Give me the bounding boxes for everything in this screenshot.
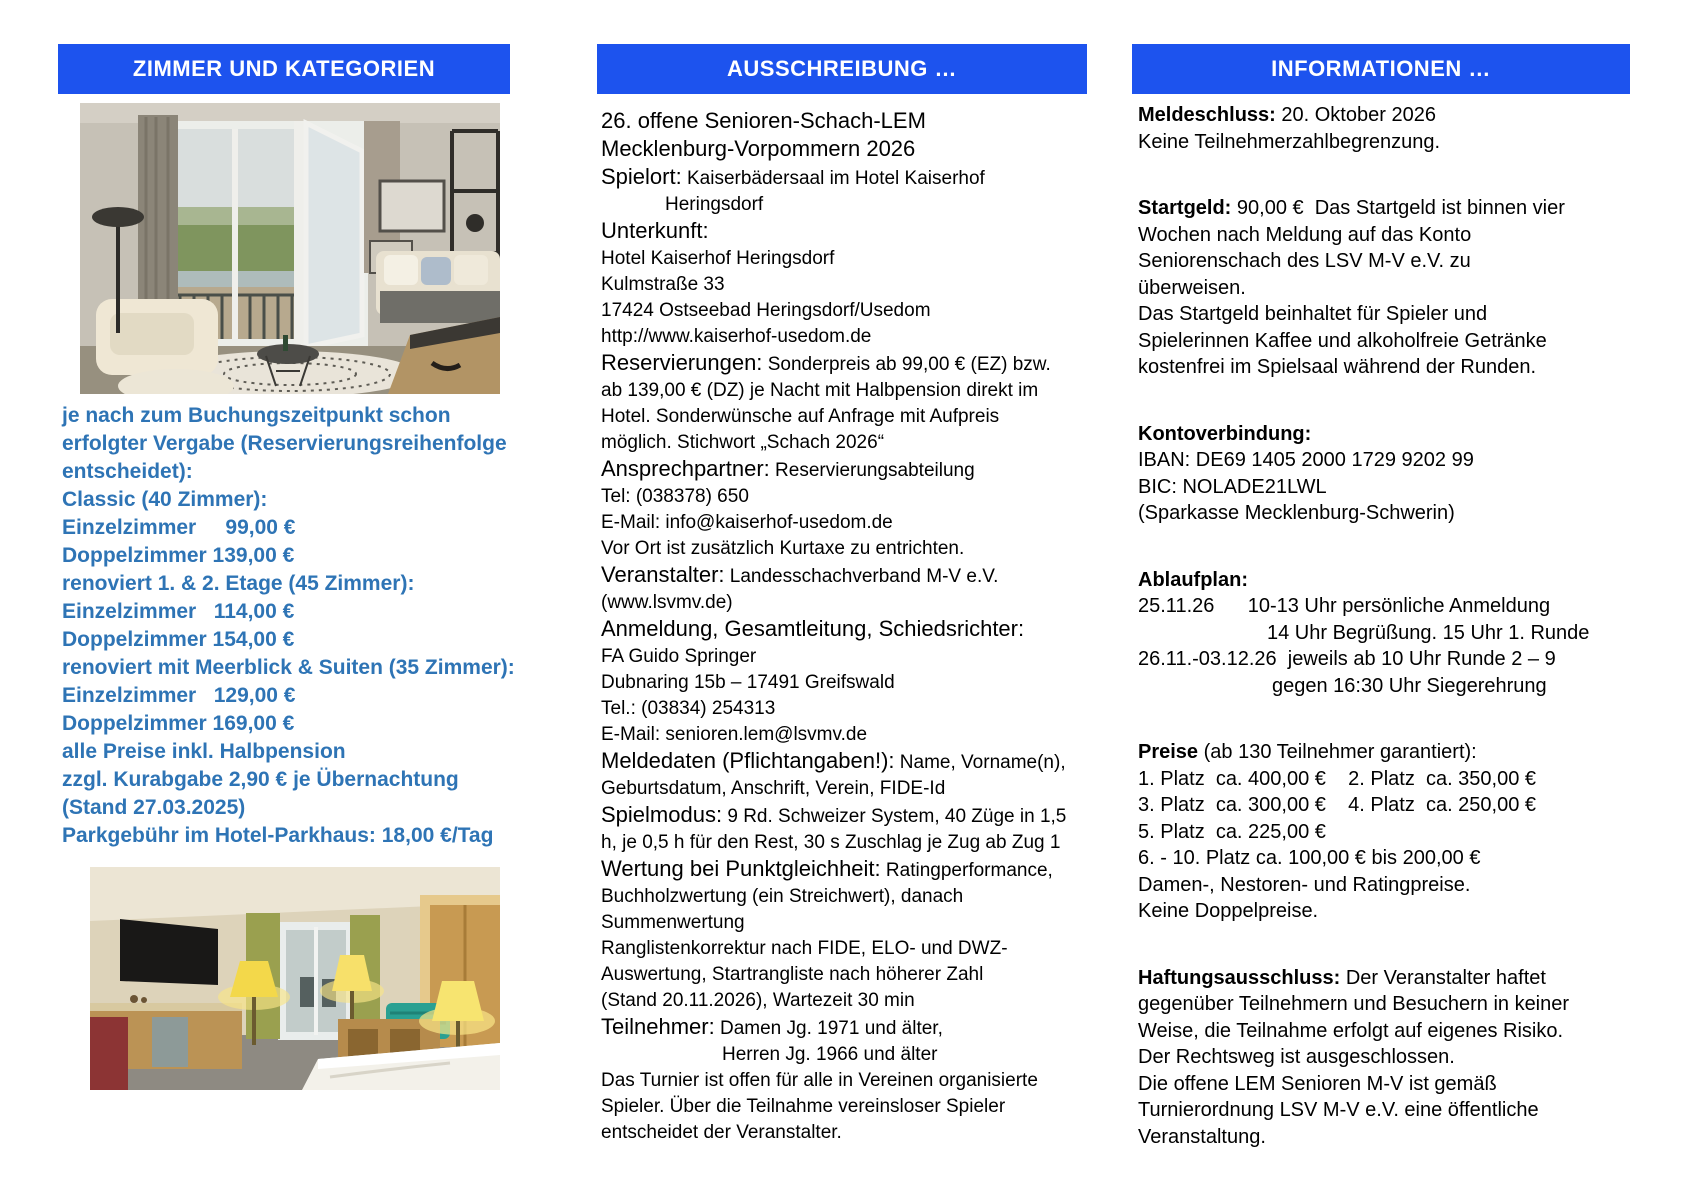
informationen-line: 1. Platz ca. 400,00 € 2. Platz ca. 350,00 € (1138, 767, 1537, 790)
ausschreibung-line: Anmeldung, Gesamtleitung, Schiedsrichter: (601, 616, 1025, 641)
paragraph-gap (1138, 925, 1658, 965)
informationen-line: Die offene LEM Senioren M-V ist gemäß (1138, 1072, 1497, 1095)
zimmer-price-line: renoviert 1. & 2. Etage (45 Zimmer): (62, 572, 415, 595)
ausschreibung-line: 26. offene Senioren-Schach-LEM (601, 108, 926, 133)
ausschreibung-line: Ansprechpartner: Reservierungsabteilung (601, 456, 975, 481)
hotel-bedroom-photo (90, 867, 500, 1090)
zimmer-price-line: zzgl. Kurabgabe 2,90 € je Übernachtung (62, 768, 459, 791)
ausschreibung-text (601, 108, 1091, 1146)
informationen-text (1138, 102, 1658, 1150)
zimmer-price-line: entscheidet): (62, 460, 193, 483)
ausschreibung-line: Auswertung, Startrangliste nach höherer Zahl (601, 964, 984, 985)
hotel-bedroom-illustration (90, 867, 500, 1090)
ausschreibung-line: Herren Jg. 1966 und älter (722, 1044, 938, 1065)
paragraph-gap (1138, 699, 1658, 739)
informationen-line: gegen 16:30 Uhr Siegerehrung (1272, 674, 1547, 697)
ausschreibung-line: FA Guido Springer (601, 646, 757, 667)
informationen-line: Startgeld: 90,00 € Das Startgeld ist binnen vier (1138, 197, 1565, 219)
ausschreibung-line: http://www.kaiserhof-usedom.de (601, 326, 872, 347)
informationen-line: Weise, die Teilnahme erfolgt auf eigenes Risiko. (1138, 1019, 1564, 1042)
informationen-line: Wochen nach Meldung auf das Konto (1138, 223, 1472, 246)
informationen-line: 6. - 10. Platz ca. 100,00 € bis 200,00 € (1138, 847, 1481, 869)
ausschreibung-line: E-Mail: senioren.lem@lsvmv.de (601, 724, 868, 745)
ausschreibung-line: Kulmstraße 33 (601, 274, 725, 295)
ausschreibung-line: Meldedaten (Pflichtangaben!): Name, Vorname(n), (601, 748, 1066, 773)
ausschreibung-line: Das Turnier ist offen für alle in Vereinen organisierte (601, 1070, 1038, 1091)
ausschreibung-line: Dubnaring 15b – 17491 Greifswald (601, 672, 895, 693)
ausschreibung-line: (www.lsvmv.de) (601, 592, 733, 613)
informationen-header-bar (1132, 44, 1630, 94)
zimmer-price-list (62, 402, 532, 850)
zimmer-price-line: renoviert mit Meerblick & Suiten (35 Zimmer): (62, 656, 515, 679)
informationen-line: Meldeschluss: 20. Oktober 2026 (1138, 104, 1436, 126)
zimmer-header-bar (58, 44, 510, 94)
hotel-livingroom-illustration (80, 103, 500, 394)
ausschreibung-line: Heringsdorf (665, 194, 764, 215)
ausschreibung-line: Summenwertung (601, 912, 745, 933)
ausschreibung-header-bar (597, 44, 1087, 94)
ausschreibung-line: ab 139,00 € (DZ) je Nacht mit Halbpension direkt im (601, 380, 1039, 401)
ausschreibung-line: Teilnehmer: Damen Jg. 1971 und älter, (601, 1014, 943, 1039)
zimmer-header-title: ZIMMER UND KATEGORIEN (132, 56, 436, 81)
informationen-line: gegenüber Teilnehmern und Besuchern in keiner (1138, 993, 1570, 1015)
zimmer-price-line: Doppelzimmer 139,00 € (62, 544, 295, 567)
ausschreibung-line: (Stand 20.11.2026), Wartezeit 30 min (601, 990, 915, 1011)
informationen-line: Kontoverbindung: (1138, 422, 1312, 445)
ausschreibung-line: Spielort: Kaiserbädersaal im Hotel Kaiserhof (601, 164, 985, 189)
informationen-line: 3. Platz ca. 300,00 € 4. Platz ca. 250,00 € (1138, 794, 1537, 816)
zimmer-price-line: erfolgter Vergabe (Reservierungsreihenfolge (62, 432, 507, 455)
ausschreibung-line: 17424 Ostseebad Heringsdorf/Usedom (601, 300, 931, 321)
ausschreibung-line: Tel.: (03834) 254313 (601, 698, 776, 719)
informationen-line: BIC: NOLADE21LWL (1138, 475, 1327, 498)
ausschreibung-line: Buchholzwertung (ein Streichwert), danach (601, 886, 964, 907)
informationen-line: Haftungsausschluss: Der Veranstalter haftet (1138, 966, 1546, 989)
informationen-line: Seniorenschach des LSV M-V e.V. zu (1138, 250, 1471, 272)
informationen-line: 5. Platz ca. 225,00 € (1138, 820, 1326, 843)
ausschreibung-header-title: AUSSCHREIBUNG … (727, 56, 957, 81)
ausschreibung-line: Ranglistenkorrektur nach FIDE, ELO- und DWZ- (601, 938, 1008, 959)
zimmer-price-line: (Stand 27.03.2025) (62, 796, 246, 819)
zimmer-price-line: je nach zum Buchungszeitpunkt schon (62, 404, 451, 427)
informationen-line: kostenfrei im Spielsaal während der Runden. (1138, 356, 1536, 378)
ausschreibung-line: Spieler. Über die Teilnahme vereinsloser Spieler (601, 1096, 1006, 1117)
ausschreibung-line: E-Mail: info@kaiserhof-usedom.de (601, 512, 893, 533)
paragraph-gap (1138, 527, 1658, 567)
informationen-line: 25.11.26 10-13 Uhr persönliche Anmeldung (1138, 595, 1551, 617)
ausschreibung-line: Tel: (038378) 650 (601, 486, 749, 507)
informationen-line: Turnierordnung LSV M-V e.V. eine öffentliche (1138, 1099, 1539, 1121)
ausschreibung-line: h, je 0,5 h für den Rest, 30 s Zuschlag je Zug ab Zug 1 (601, 832, 1061, 853)
zimmer-price-line: Parkgebühr im Hotel-Parkhaus: 18,00 €/Tag (62, 824, 494, 847)
zimmer-price-line: Doppelzimmer 154,00 € (62, 628, 295, 651)
informationen-line: 14 Uhr Begrüßung. 15 Uhr 1. Runde (1267, 621, 1590, 644)
ausschreibung-line: Veranstalter: Landesschachverband M-V e.V. (601, 562, 999, 587)
informationen-line: IBAN: DE69 1405 2000 1729 9202 99 (1138, 449, 1474, 471)
informationen-line: 26.11.-03.12.26 jeweils ab 10 Uhr Runde 2 – 9 (1138, 648, 1556, 670)
informationen-line: Spielerinnen Kaffee und alkoholfreie Getränke (1138, 329, 1547, 352)
ausschreibung-line: entscheidet der Veranstalter. (601, 1122, 842, 1143)
informationen-line: Der Rechtsweg ist ausgeschlossen. (1138, 1046, 1455, 1068)
informationen-line: Veranstaltung. (1138, 1125, 1266, 1148)
ausschreibung-line: Mecklenburg-Vorpommern 2026 (601, 136, 916, 161)
zimmer-price-line: Doppelzimmer 169,00 € (62, 712, 295, 735)
informationen-line: Keine Teilnehmerzahlbegrenzung. (1138, 130, 1441, 153)
zimmer-price-line: Einzelzimmer 129,00 € (62, 684, 296, 707)
ausschreibung-line: Spielmodus: 9 Rd. Schweizer System, 40 Züge in 1,5 (601, 802, 1067, 827)
informationen-header-title: INFORMATIONEN … (1271, 56, 1491, 81)
ausschreibung-line: Wertung bei Punktgleichheit: Ratingperformance, (601, 856, 1053, 881)
ausschreibung-line: Geburtsdatum, Anschrift, Verein, FIDE-Id (601, 778, 946, 799)
informationen-line: (Sparkasse Mecklenburg-Schwerin) (1138, 502, 1455, 524)
informationen-line: überweisen. (1138, 276, 1246, 299)
informationen-line: Das Startgeld beinhaltet für Spieler und (1138, 303, 1488, 325)
ausschreibung-line: Unterkunft: (601, 218, 709, 243)
paragraph-gap (1138, 155, 1658, 195)
ausschreibung-line: Hotel Kaiserhof Heringsdorf (601, 248, 835, 269)
ausschreibung-line: möglich. Stichwort „Schach 2026“ (601, 432, 885, 453)
hotel-livingroom-photo (80, 103, 500, 394)
zimmer-price-line: Einzelzimmer 114,00 € (62, 600, 295, 623)
informationen-line: Keine Doppelpreise. (1138, 900, 1319, 922)
paragraph-gap (1138, 381, 1658, 421)
ausschreibung-line: Reservierungen: Sonderpreis ab 99,00 € (EZ) bzw. (601, 350, 1051, 375)
ausschreibung-line: Vor Ort ist zusätzlich Kurtaxe zu entrichten. (601, 538, 965, 559)
zimmer-price-line: Einzelzimmer 99,00 € (62, 516, 296, 539)
informationen-line: Preise (ab 130 Teilnehmer garantiert): (1138, 741, 1477, 763)
informationen-line: Ablaufplan: (1138, 568, 1248, 591)
zimmer-price-line: alle Preise inkl. Halbpension (62, 740, 346, 763)
informationen-line: Damen-, Nestoren- und Ratingpreise. (1138, 873, 1471, 896)
ausschreibung-line: Hotel. Sonderwünsche auf Anfrage mit Aufpreis (601, 406, 1000, 427)
zimmer-price-line: Classic (40 Zimmer): (62, 488, 268, 511)
